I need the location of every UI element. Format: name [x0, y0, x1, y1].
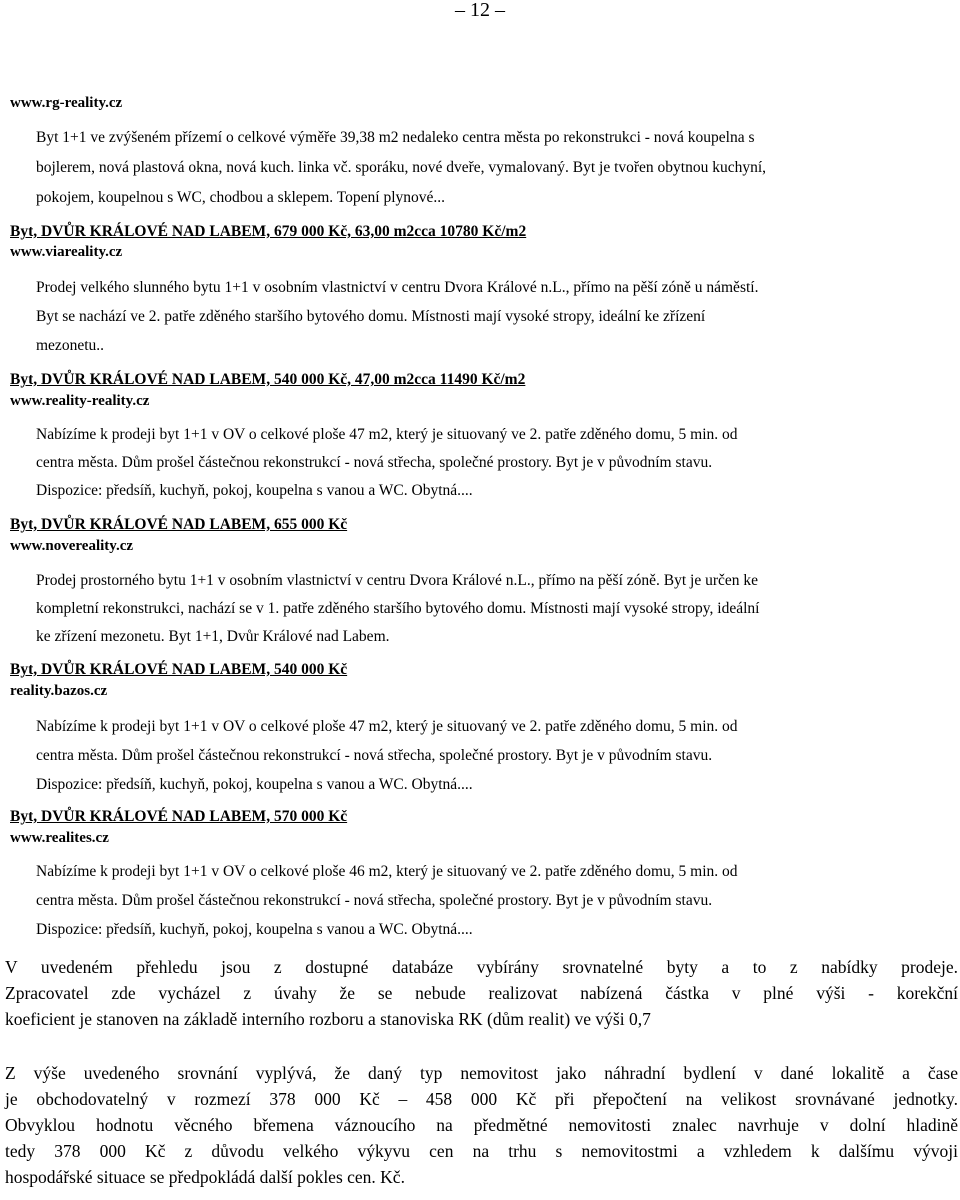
listing-title: Byt, DVŮR KRÁLOVÉ NAD LABEM, 655 000 Kč: [10, 516, 348, 533]
listing-description-line: Nabízíme k prodeji byt 1+1 v OV o celkové ploše 47 m2, který je situovaný ve 2. patře zděného domu, 5 min. od: [36, 718, 738, 735]
listing-source: reality.bazos.cz: [10, 683, 108, 699]
listing-description-line: Prodej velkého slunného bytu 1+1 v osobním vlastnictví v centru Dvora Králové n.L., přímo na pěší zóně u náměstí.: [36, 279, 759, 296]
listing-title: Byt, DVŮR KRÁLOVÉ NAD LABEM, 570 000 Kč: [10, 808, 348, 825]
listing-title: Byt, DVŮR KRÁLOVÉ NAD LABEM, 679 000 Kč, 63,00 m2cca 10780 Kč/m2: [10, 223, 527, 240]
listing-description-line: bojlerem, nová plastová okna, nová kuch. linka vč. sporáku, nové dveře, vymalovaný. Byt je tvořen obytnou kuchyní,: [36, 159, 767, 176]
listing-description-line: Dispozice: předsíň, kuchyň, pokoj, koupelna s vanou a WC. Obytná....: [36, 921, 473, 938]
paragraph-line: koeficient je stanoven na základě interního rozboru a stanoviska RK (dům realit) ve výši 0,7: [5, 1009, 651, 1029]
paragraph-line: hospodářské situace se předpokládá další pokles cen. Kč.: [5, 1167, 405, 1187]
paragraph-line: je obchodovatelný v rozmezí 378 000 Kč – 458 000 Kč při přepočtení na velikost srovnávané jednotky.: [5, 1089, 958, 1109]
listing-source: www.viareality.cz: [10, 244, 123, 260]
paragraph-line: Obvyklou hodnotu věcného břemena váznoucího na předmětné nemovitosti znalec navrhuje v dolní hladině: [5, 1115, 958, 1135]
summary-paragraph-1: [5, 954, 958, 1032]
listing-description-line: Dispozice: předsíň, kuchyň, pokoj, koupelna s vanou a WC. Obytná....: [36, 776, 473, 793]
listing-description-line: Byt 1+1 ve zvýšeném přízemí o celkové výměře 39,38 m2 nedaleko centra města po rekonstrukci - nová koupelna s: [36, 129, 755, 146]
paragraph-line: Zpracovatel zde vycházel z úvahy že se nebude realizovat nabízená částka v plné výši - korekční: [5, 983, 958, 1003]
listing-description-line: Dispozice: předsíň, kuchyň, pokoj, koupelna s vanou a WC. Obytná....: [36, 482, 473, 499]
listing-description-line: Prodej prostorného bytu 1+1 v osobním vlastnictví v centru Dvora Králové n.L., přímo na pěší zóně. Byt je určen ke: [36, 572, 759, 589]
listing-description-line: pokojem, koupelnou s WC, chodbou a sklepem. Topení plynové...: [36, 189, 446, 206]
listing-description-line: mezonetu..: [36, 337, 105, 354]
listing-title: Byt, DVŮR KRÁLOVÉ NAD LABEM, 540 000 Kč: [10, 661, 348, 678]
listing-source: www.reality-reality.cz: [10, 393, 150, 409]
summary-paragraph-2: [5, 1060, 958, 1190]
listing-description-line: Nabízíme k prodeji byt 1+1 v OV o celkové ploše 47 m2, který je situovaný ve 2. patře zděného domu, 5 min. od: [36, 426, 738, 443]
listing-source: www.novereality.cz: [10, 538, 134, 554]
paragraph-line: tedy 378 000 Kč z důvodu velkého výkyvu cen na trhu s nemovitostmi a vzhledem k dalšímu vývoji: [5, 1141, 958, 1161]
paragraph-line: Z výše uvedeného srovnání vyplývá, že daný typ nemovitost jako náhradní bydlení v dané lokalitě a čase: [5, 1063, 958, 1083]
page-number: – 12 –: [455, 0, 505, 21]
listing-source: www.rg-reality.cz: [10, 95, 123, 111]
listing-description-line: kompletní rekonstrukci, nachází se v 1. patře zděného staršího bytového domu. Místnosti mají vysoké stropy, ideální: [36, 600, 760, 617]
listing-description-line: Nabízíme k prodeji byt 1+1 v OV o celkové ploše 46 m2, který je situovaný ve 2. patře zděného domu, 5 min. od: [36, 863, 738, 880]
listing-description-line: centra města. Dům prošel částečnou rekonstrukcí - nová střecha, společné prostory. Byt je v původním stavu.: [36, 747, 713, 764]
listing-description-line: ke zřízení mezonetu. Byt 1+1, Dvůr Králové nad Labem.: [36, 628, 390, 645]
listing-source: www.realites.cz: [10, 830, 109, 846]
listing-description-line: centra města. Dům prošel částečnou rekonstrukcí - nová střecha, společné prostory. Byt je v původním stavu.: [36, 454, 713, 471]
paragraph-line: V uvedeném přehledu jsou z dostupné databáze vybírány srovnatelné byty a to z nabídky prodeje.: [5, 957, 958, 977]
listing-title: Byt, DVŮR KRÁLOVÉ NAD LABEM, 540 000 Kč, 47,00 m2cca 11490 Kč/m2: [10, 371, 526, 388]
listing-description-line: Byt se nachází ve 2. patře zděného staršího bytového domu. Místnosti mají vysoké stropy, ideální ke zřízení: [36, 308, 706, 325]
listing-description-line: centra města. Dům prošel částečnou rekonstrukcí - nová střecha, společné prostory. Byt je v původním stavu.: [36, 892, 713, 909]
